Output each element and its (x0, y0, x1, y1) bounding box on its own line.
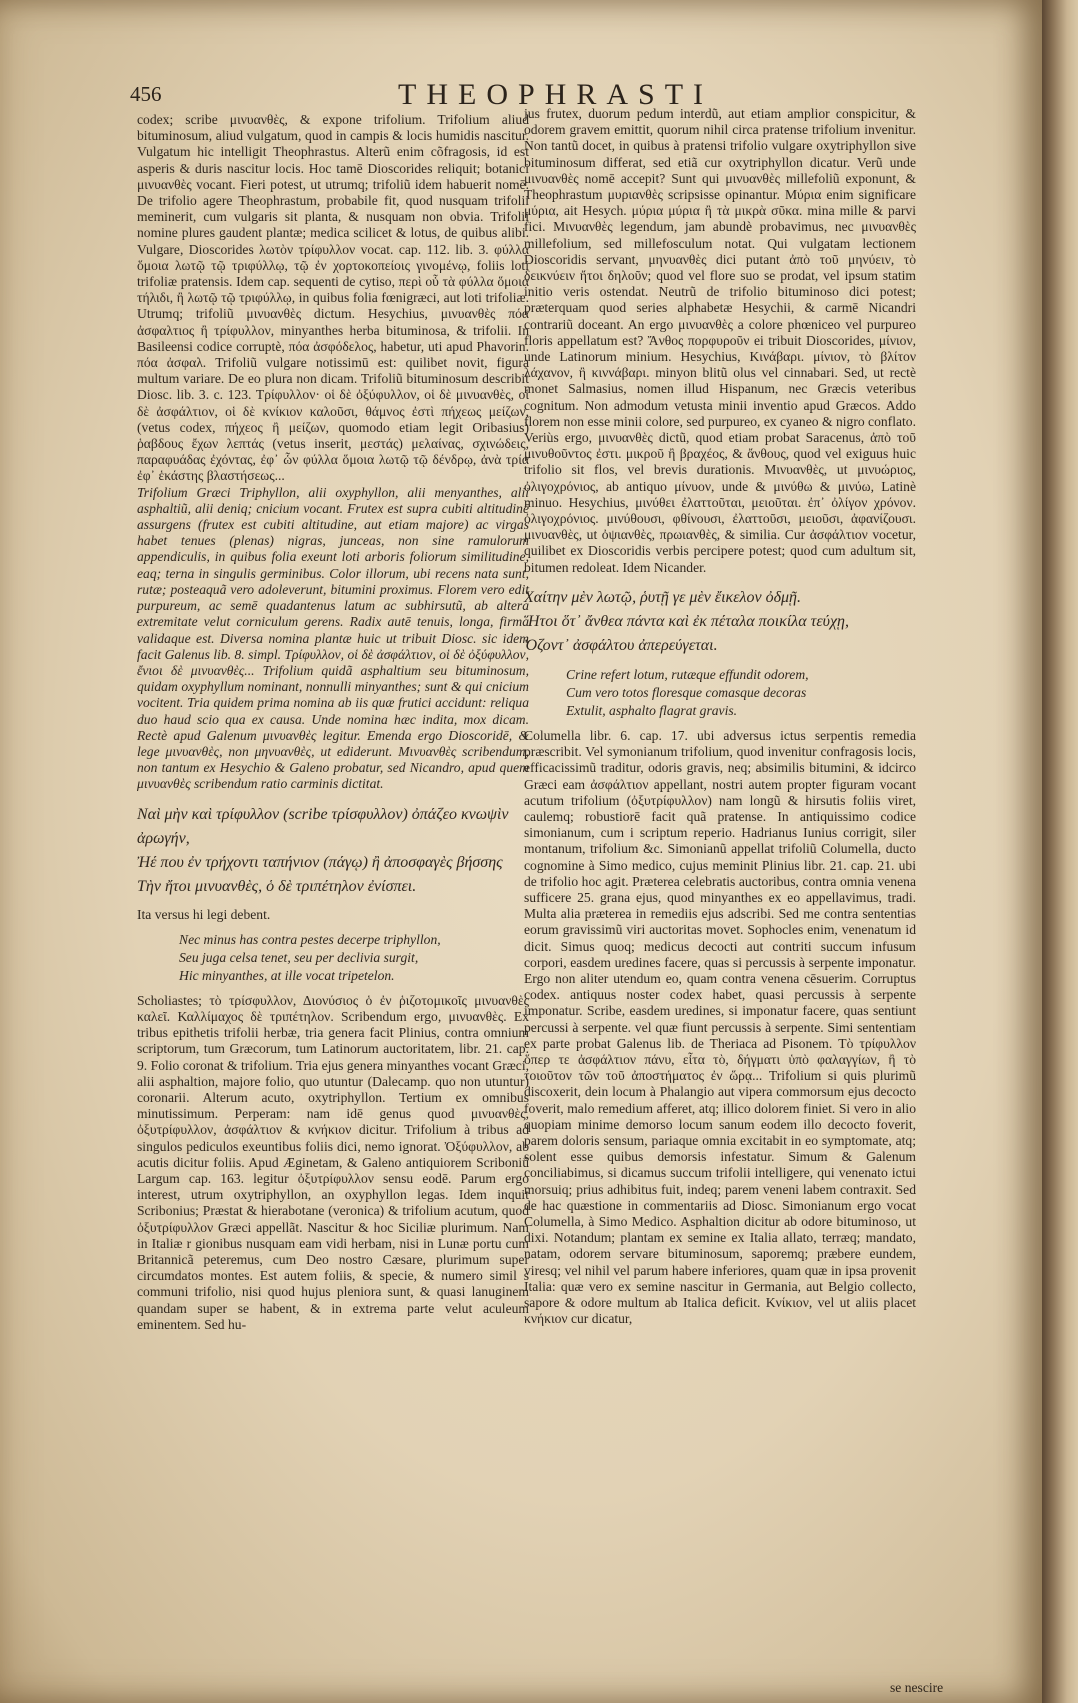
greek-verse-line: Ὀζοντ᾽ ἀσφάλτου ἀπερεύγεται. (524, 636, 718, 654)
latin-verse-line: Crine refert lotum, rutæque effundit odorem, (566, 666, 809, 682)
running-head: THEOPHRASTI (398, 78, 714, 111)
greek-verse-line: Ναὶ μὴν καὶ τρίφυλλον (scribe τρίσφυλλον) ὀπάζεο κνωψὶν ἀρωγήν, (137, 805, 509, 847)
greek-verse-line: Ἥτοι ὅτ᾽ ἄνθεα πάντα καὶ ἐκ πέταλα ποικίλα τεύχῃ, (524, 612, 849, 630)
latin-verse-line: Seu juga celsa tenet, seu per declivia surgit, (179, 949, 419, 965)
page-number: 456 (130, 82, 162, 106)
left-paragraph-1: codex; scribe μινυανθὲς, & expone trifolium. Trifolium aliud bituminosum, aliud vulgatum, quod in campis & locis humidis nascitur. Vulgatum hic intelligit Theophrastus. Alterũ enim cõfragosis, id est asperis & duris nascitur locis. Hoc tamē Dioscorides reliquit; botanici μινυανθὲς vocant. Fieri potest, ut utrumq; trifoliũ idem habuerit nomē. De trifolio agere Theophrastum, probabile fit, quod nusquam trifolii meminerit, cum vulgaris sit planta, & nusquam non obvia. Trifolii nomine plures gaudent plantæ; medica scilicet & lotus, de quibus alibi. Vulgare, Dioscorides λωτὸν τρίφυλλον vocat. cap. 112. lib. 3. φύλλα ὅμοια λωτῷ τῷ τριφύλλῳ, τῷ ἐν χορτοκοπείοις γινομένῳ, foliis loti trifoliæ pratensis. Idem cap. sequenti de cytiso, περὶ οὗ τὰ φύλλα ὅμοια τήλιδι, ἢ λωτῷ τῷ τριφύλλῳ, in quibus folia fœnigræci, aut loti trifoliæ. Utrumq; trifoliũ μινυανθὲς dictum. Hesychius, μινυανθὲς πόα ἀσφαλτιος ἢ τρίφυλλον, minyanthes herba bituminosa, & trifolii. In Basileensi codice corruptè, πόα ἀσφόδελος, habetur, uti apud Phavorin. πόα ἀσφαλ. Trifoliũ vulgare notissimū est: quilibet novit, figura multum variare. De eo plura non dicam. Trifoliũ bituminosum describit Diosc. lib. 3. c. 123. Τρίφυλλον· οἱ δὲ ὀξύφυλλον, οἱ δὲ μινυανθὲς, οἱ δὲ ἀσφάλτιον, οἱ δὲ κνίκιον καλοῦσι, θάμνος ἐστὶ πήχεως μείζων, (vetus codex, πήχεος ἢ μείζων, quomodo etiam legit Oribasius) ῥαβδους ἔχων λεπτάς (vetus inserit, μεστάς) μελαίνας, σχινώδεις, παραφυάδας ἐχόντας, ἐφ᾽ ὧν φύλλα ὅμοια λωτῷ τῷ δένδρῳ, ἀνὰ τρία ἐφ᾽ ἑκάστης βλαστήσεως... (137, 112, 529, 484)
facing-page-edge (1042, 0, 1078, 1703)
greek-verse-line: Χαίτην μὲν λωτῷ, ῥυτῇ γε μὲν ἔικελον ὀδμῇ. (524, 588, 801, 606)
latin-verse-line: Hic minyanthes, at ille vocat tripetelon. (179, 967, 395, 983)
left-paragraph-2: Scholiastes; τὸ τρίσφυλλον, Διονύσιος ὁ ἐν ῥιζοτομικοῖς μινυανθὲς καλεῖ. Καλλίμαχος δὲ τριπέτηλον. Scribendum ergo, μινυανθὲς. Ex tribus epithetis trifolii herbæ, tria genera facit Plinius, contra omnium scriptorum, tum Græcorum, tum Latinorum auctoritatem, libr. 21. cap. 9. Folio coronat & trifolium. Tria ejus genera minyanthes vocant Græci, alii asphaltion, majore folio, quo utuntur (Dalecamp. quo non utuntur) coronarii. Alterum acuto, oxytriphyllon. Tertium ex omnibus minutissimum. Perperam: nam idē genus quod μινυανθὲς, ὀξυτρίφυλλον, ἀσφάλτιον & κνήκιον dicitur. Trifolium à tribus ad singulos pediculos exeuntibus foliis dici, nemo ignorat. Ὀξύφυλλον, ab acutis dicitur foliis. Apud Æginetam, & Galeno antiquiorem Scriboniũ Largum cap. 163. legitur ὀξυτρίφυλλον sensu eodē. Parum ergo interest, utrum oxytriphyllon, an oxyphyllon legas. Idem inquit Scribonius; Præstat & hierabotane (veronica) & trifolium acutum, quod ὀξυτρίφυλλον Græci appellãt. Nascitur & hoc Siciliæ plurimum. Nam in Italiæ r gionibus nusquam eam vidi herbam, nisi in Lunæ portu cum Britannicã peteremus, cum Deo nostro Cæsare, plurimum super circumdatos montes. Est autem foliis, & specie, & numero simil s communi trifolio, nisi quod hujus pleniora sunt, & quasi lanuginem quandam super se habent, & in extrema parte velut aculeum eminentem. Sed hu- (137, 992, 529, 1332)
right-greek-verse (524, 586, 916, 658)
left-paragraph-latin: Trifolium Græci Triphyllon, alii oxyphyllon, alii menyanthes, alii asphaltiũ, alii deniq; cnicium vocant. Frutex est supra cubiti altitudinē assurgens (frutex est cubiti altitudine, aut etiam majore) ac virgas habet tenues (plenas) nigras, junceas, non sine ramulorum appendiculis, in quibus folia exeunt loti arboris foliorum similitudine, eaq; terna in singulis germinibus. Color illorum, ubi recens nata sunt, rutæ; posteaquã vero adoleverunt, bitumini proximus. Florem vero edit purpureum, ac semē quadantenus latum ac subhirsutũ, ab altera extremitate velut corniculum gerens. Radix autē tenuis, longa, firma validaque est. Diversa nomina plantæ huic ut tribuit Diosc. sic idem facit Galenus lib. 8. simpl. Τρίφυλλον, οἱ δὲ ἀσφάλτιον, οἱ δὲ ὀξύφυλλον, ἔνιοι δὲ μινυανθὲς... Trifolium quidã asphaltium seu bituminosum, quidam oxyphyllum nominant, nonnulli minyanthes; sunt & qui cnicium vocitent. Tria quidem prima nomina ab iis quæ frutici accidunt: reliqua duo haud scio qua ex causa. Unde nomina hæc indita, mox dicam. Rectè apud Galenum μινυανθὲς legitur. Emenda ergo Dioscoridē, & lege μινυανθὲς, non μηνυανθὲς, ut ediderunt. Μινυανθὲς scribendum, non tantum ex Hesychio & Galeno probatur, sed Nicandro, apud quem μινυανθὲς scribendum ratio carminis dictitat. (137, 484, 529, 792)
right-latin-verse (566, 666, 916, 720)
latin-verse-line: Cum vero totos floresque comasque decoras (566, 684, 807, 700)
greek-verse-line: Τὴν ἤτοι μινυανθὲς, ὁ δὲ τριπέτηλον ἐνίσπει. (137, 877, 417, 895)
latin-verse-line: Nec minus has contra pestes decerpe triphyllon, (179, 931, 441, 947)
left-greek-verse (137, 803, 529, 899)
right-column (524, 106, 916, 1327)
right-paragraph-2: Columella libr. 6. cap. 17. ubi adversus ictus serpentis remedia præscribit. Vel symonianum trifolium, quod invenitur confragosis locis, efficacissimũ traditur, odoris gravis, neq; absimilis bitumini, & idcirco Græci eam ἀσφάλτιον appellant, nostri autem propter figuram vocant acutum trifolium (ὀξυτρίφυλλον) nam longũ & hirsutis foliis viret, caulemq; robustiorē facit quã pratense. In antiquissimo codice simonianum, cum i scriptum reperio. Hadrianus Iunius corrigit, siler montanum, trifolium &c. Simonianũ appellat trifoliũ Columella, ducto cognomine à Simo medico, cujus meminit Plinius libr. 21. cap. 21. ubi de trifolio hoc agit. Præterea celebratis auctoribus, contra omnia venena sufficere 25. grana ejus, quod minyanthes ex eo appellavimus, tradi. Multa alia præterea in remediis ejus adscribi. Sed me contra sententias eorum gravissimũ viri auctoritas movet. Sophocles enim, venenatum id dicit. Simus quoq; medicus decocti aut contriti succum infusum corpori, easdem uredines facere, quas si percussis à serpente imponatur. Ergo non aliter utendum eo, quam contra venena cēsuerim. Corruptus codex. antiquus noster codex habet, quasi percussis à serpente imponatur. Scribe, easdem uredines, si imponatur facere, quas sentiunt percussi à serpente. vel quæ fiunt percussis à serpente. Simi sententiam ex parte probat Galenus lib. de Theriaca ad Pisonem. Τὸ τρίφυλλον ὅπερ τε ἀσφάλτιον πάνυ, εἶτα τὸ, δήγματι ὑπὸ φαλαγγίων, ἢ τὸ τοιοῦτον τῶν τοῦ ἀποστήματος ἐν ὥρᾳ... Trifolium si quis plurimũ discoxerit, dein locum à Phalangio aut vipera commorsum ejus decocto foverit, malo remedium afferet, atq; illico dolorem finiet. Si vero in alio quopiam minime demorso locum sanum eodem illo decocto foverit, parem doloris sensum, pariaque omnia excitabit in eo symptomate, atq; solent esse quibus demorsis infestatur. Simum & Galenum conciliabimus, si dicamus succum trifolii intelligere, qui venenato ictui morsuiq; prius adhibitus fuit, indeq; parem veneni labem contraxit. Sed de hac quæstione in commentariis ad Diosc. Simonianum ergo vocat Columella, à Simo Medico. Asphaltion dicitur ab odore bituminoso, ut dixi. Notandum; plantam ex semine ex Italia allato, terræq; mandato, natam, odorem servare bituminosum, saporemq; præbere eundem, viresq; vel nihil vel parum habere inferiores, quam quæ in ipsa provenit Italia: quæ vero ex semine nascitur in Germania, aut Belgio collecto, sapore & odore multum ab Italica deficit. Κνίκιον, vel ut aliis placet κνήκιον cur dicatur, (524, 727, 916, 1327)
right-paragraph-1: jus frutex, duorum pedum interdũ, aut etiam amplior conspicitur, & odorem gravem emittit, quorum nihil circa pratense trifolium invenitur. Non tantũ docet, in quibus à pratensi trifolio vulgare oxytriphyllon sive bituminosum differat, sed etiã cur oxytriphyllon dicatur. Verũ unde μινυανθὲς nomē accepit? Sunt qui μινυανθὲς millefoliũ exponunt, & Theophrastum μυριανθὲς scripsisse opinantur. Μύρια enim significare μύρια, ait Hesych. μύρια μύρια ἢ τὰ μικρὰ σῦκα. mina mille & parvi fici. Μινυανθὲς legendum, jam abundè probavimus, nec μινυανθὲς millefolium, sed millefosculum notat. Qui vulgatam lectionem Dioscoridis servant, μηνυανθὲς dici putant ἀπὸ τοῦ μηνύειν, τὸ δεικνύειν ἤτοι δηλοῦν; quod vel flore suo se prodat, vel ipsum statim initio veris ostendat. Neutrũ de trifolio bituminoso dici potest; præterquam quod series alphabetæ Hesychii, & carmē Nicandri contrariũ doceant. An ergo μινυανθὲς a colore phœniceo vel purpureo floris appellatum est? Ἄνθος πορφυροῦν ei tribuit Dioscorides, μίνιον, unde Latinorum minium. Hesychius, Κινάβαρι. μίνιον, τὸ βλίτον λάχανον, ἢ κιννάβαρι. minyon blitũ olus vel cinnabari. Sed, ut rectè monet Salmasius, nomen illud Hispanum, nec Græcis veteribus cognitum. Non admodum vetusta minii inventio apud Græcos. Addo florem non esse minii colore, sed purpureo, ex cyaneo & nigro conflato. Veriùs ergo, μινυανθὲς dictũ, quod etiam probat Saracenus, ἀπὸ τοῦ μινυθοῦντος ἐστι. μικροῦ ἢ βραχέος, & ἄνθους, quod vel exiguus huic trifolio sit flos, vel brevis durationis. Μινυανθὲς, ut μινυώριος, ὀλιγοχρόνιος, ab antiquo μίνυον, unde & μινύθω & μινύω, Latinè minuo. Hesychius, μινύθει ἐλαττοῦται, μειοῦται. ἐπ᾽ ὀλίγον χρόνον. ὀλιγοχρόνιος. μινύθουσι, φθίνουσι, ἐλαττοῦσι, μειοῦσι, ἀφανίζουσι. μινυανθὲς, ut ὀψιανθὲς, πρωιανθὲς, & similia. Cur ἀσφάλτιον vocetur, quilibet ex Dioscoridis verbis percipere potest; quod cum adultum sit, bitumen redoleat. Idem Nicander. (524, 106, 916, 575)
greek-verse-line: Ἠέ που ἐν τρήχοντι ταπήνιον (πάγῳ) ἢ ἀποσφαγὲς βήσσης (137, 853, 503, 871)
verse-intro: Ita versus hi legi debent. (137, 906, 271, 922)
left-column (137, 112, 529, 1333)
latin-verse-line: Extulit, asphalto flagrat gravis. (566, 702, 738, 718)
left-latin-verse (179, 931, 529, 985)
catchword: se nescire (890, 1680, 944, 1695)
